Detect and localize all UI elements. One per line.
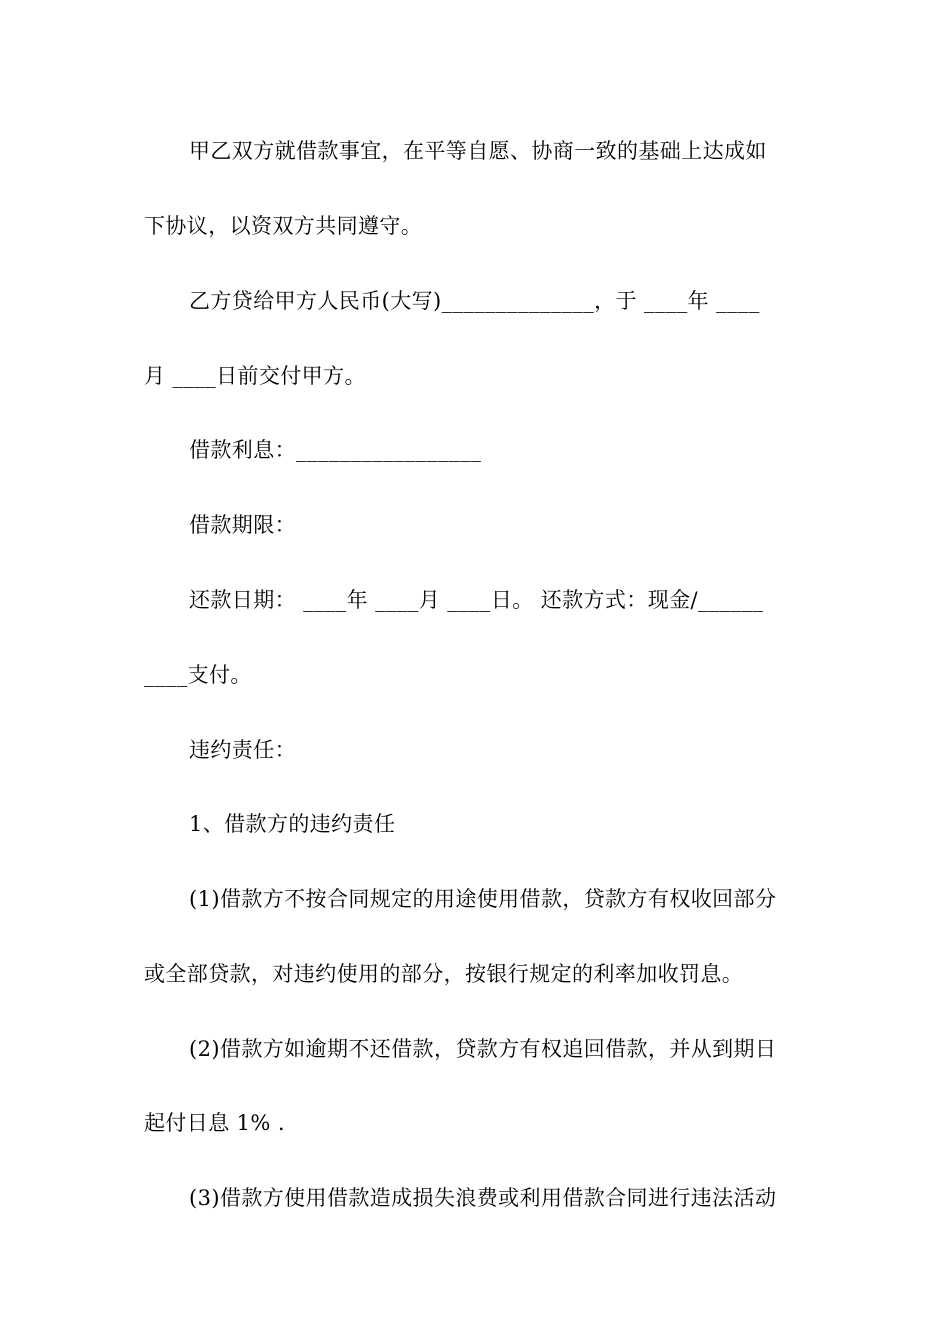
paragraph-line: 借款利息：_________________	[189, 438, 482, 462]
paragraph-line: (2)借款方如逾期不还借款，贷款方有权追回借款，并从到期日	[189, 1037, 777, 1061]
paragraph-line: 1、借款方的违约责任	[189, 812, 396, 836]
paragraph-line: 违约责任：	[189, 738, 296, 762]
paragraph-line: 下协议，以资双方共同遵守。	[144, 214, 423, 238]
paragraph-line: 借款期限：	[189, 513, 296, 537]
paragraph-line: 或全部贷款，对违约使用的部分，按银行规定的利率加收罚息。	[144, 962, 744, 986]
paragraph-line: 甲乙双方就借款事宜，在平等自愿、协商一致的基础上达成如	[189, 139, 767, 163]
paragraph-line: ____支付。	[144, 663, 252, 687]
paragraph-line: (3)借款方使用借款造成损失浪费或利用借款合同进行违法活动	[189, 1186, 777, 1210]
paragraph-line: 月 ____日前交付甲方。	[144, 364, 366, 388]
paragraph-line: 乙方贷给甲方人民币(大写)______________，于 ____年 ____	[189, 289, 760, 313]
paragraph-line: 还款日期： ____年 ____月 ____日。 还款方式：现金/______	[189, 588, 764, 612]
paragraph-line: 起付日息 1% .	[144, 1111, 285, 1135]
paragraph-line: (1)借款方不按合同规定的用途使用借款，贷款方有权收回部分	[189, 887, 777, 911]
